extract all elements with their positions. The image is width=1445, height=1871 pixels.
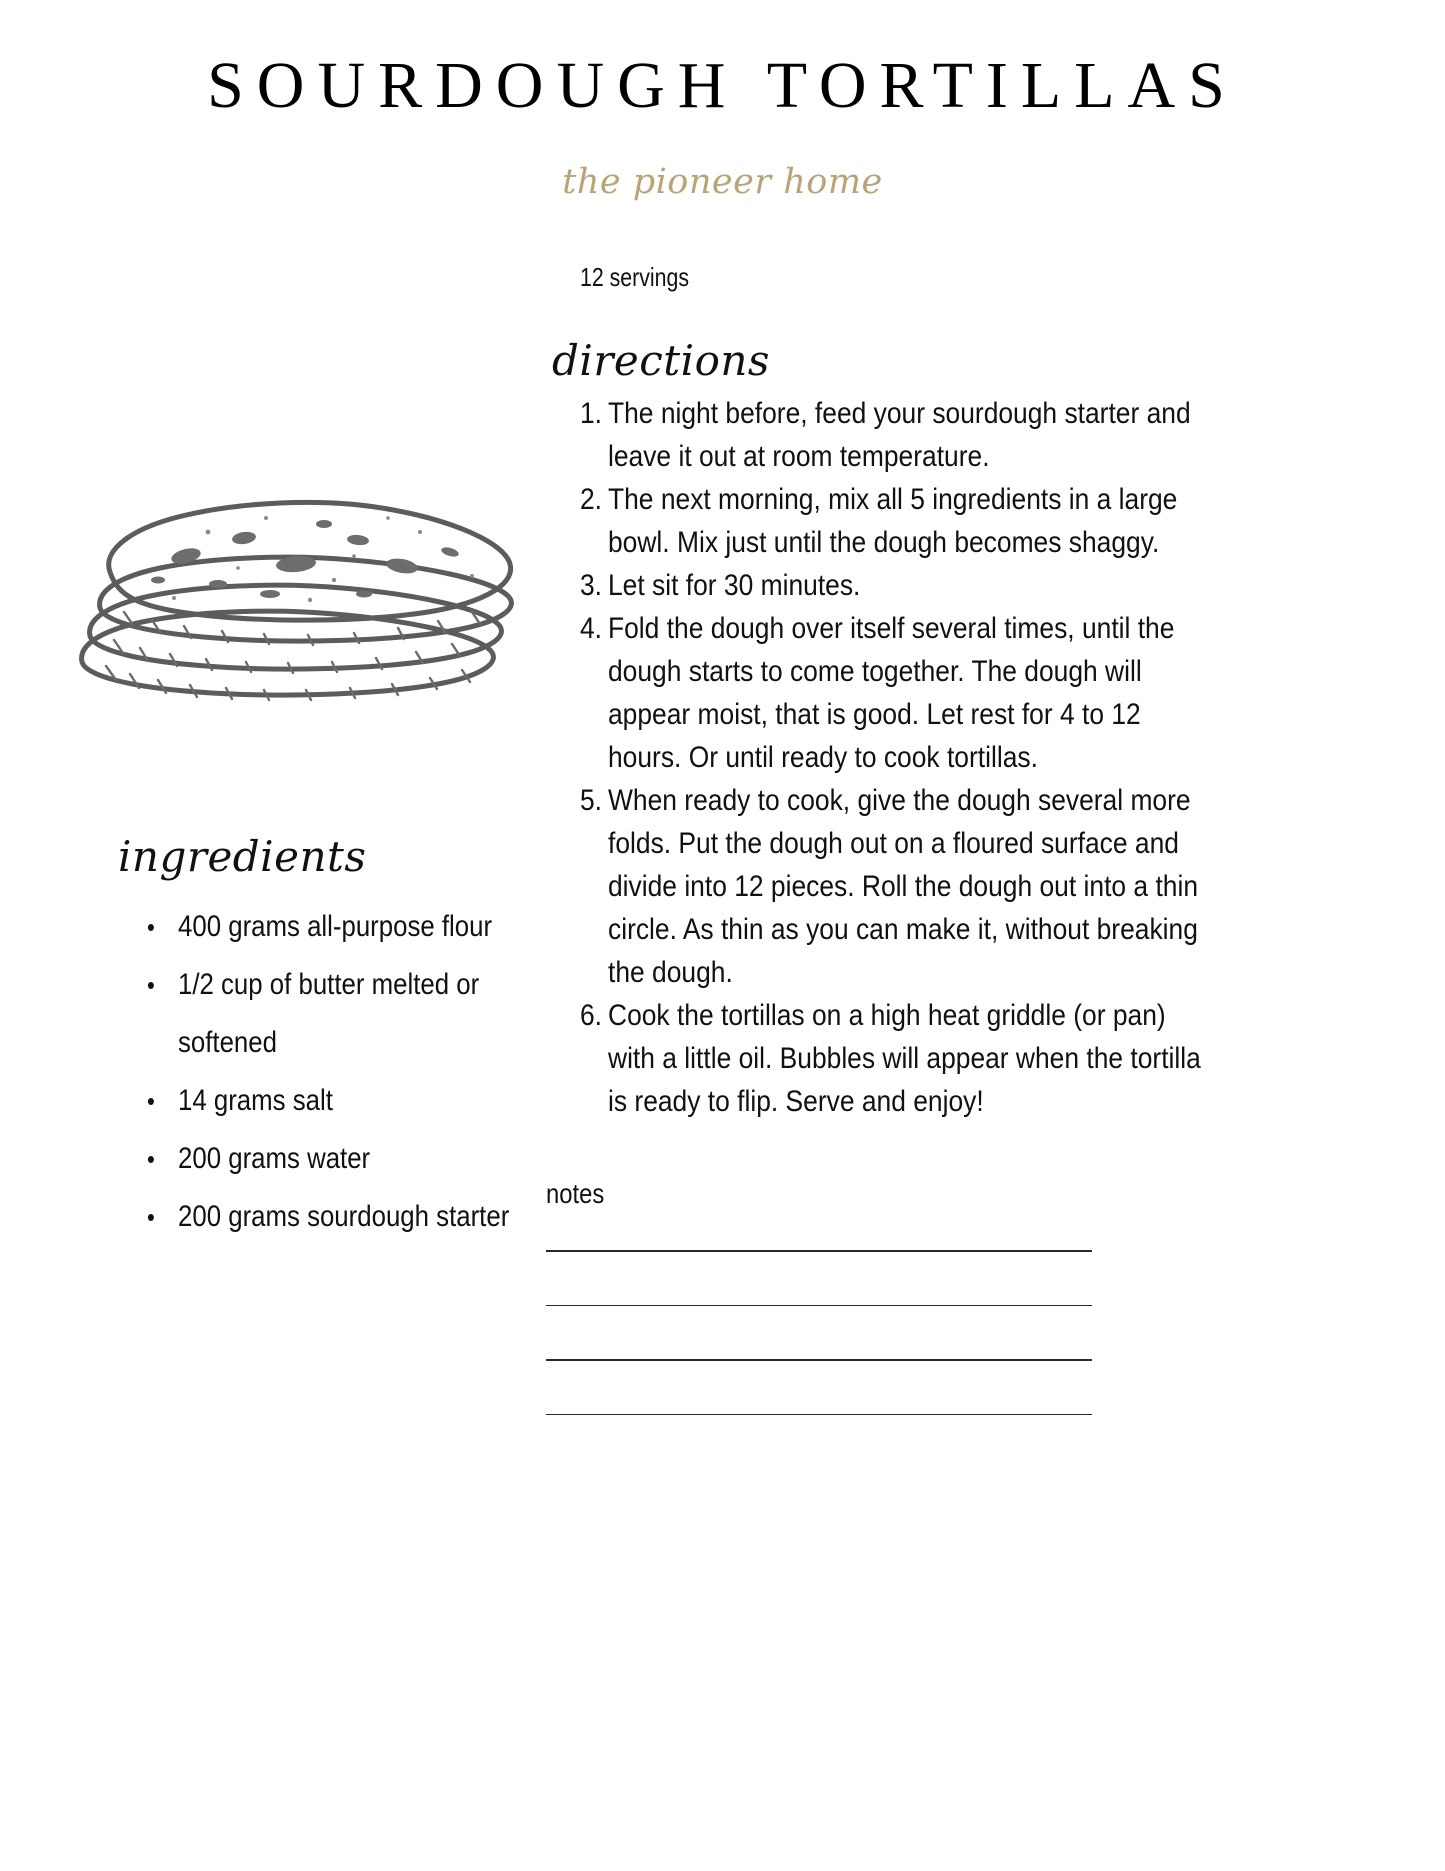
- direction-step-text: When ready to cook, give the dough several more folds. Put the dough out on a floured surface and divide into 12 pieces. Roll the dough out into a thin circle. As thin as you can make it, without breaking the dough.: [608, 784, 1199, 989]
- list-item: [178, 1072, 548, 1130]
- direction-step-text: Cook the tortillas on a high heat griddle (or pan) with a little oil. Bubbles will appear when the tortilla is ready to flip. Serve and enjoy!: [608, 999, 1201, 1118]
- notes-ruled-line: [546, 1250, 1092, 1252]
- servings-label: 12 servings: [580, 262, 690, 292]
- ingredient-text: 200 grams water: [178, 1142, 371, 1175]
- direction-step-text: Fold the dough over itself several times, until the dough starts to come together. The dough will appear moist, that is good. Let rest for 4 to 12 hours. Or until ready to cook tortillas.: [608, 612, 1175, 774]
- list-item: [178, 956, 548, 1072]
- direction-step-text: Let sit for 30 minutes.: [608, 569, 861, 602]
- list-item: [570, 607, 1210, 779]
- notes-ruled-line: [546, 1305, 1092, 1307]
- notes-ruled-line: [546, 1414, 1092, 1416]
- ingredients-list: [128, 898, 608, 1246]
- list-item: [570, 564, 1210, 607]
- list-item: [570, 392, 1210, 478]
- list-item: [570, 994, 1210, 1123]
- directions-list: [570, 392, 1210, 1123]
- ingredients-heading: ingredients: [118, 832, 367, 881]
- notes-write-area[interactable]: [546, 1250, 1092, 1468]
- direction-step-text: The next morning, mix all 5 ingredients in a large bowl. Mix just until the dough becomes shaggy.: [608, 483, 1178, 559]
- directions-heading: directions: [552, 336, 770, 385]
- ingredient-text: 400 grams all-purpose flour: [178, 910, 493, 943]
- notes-label: notes: [546, 1178, 605, 1209]
- direction-step-text: The night before, feed your sourdough starter and leave it out at room temperature.: [608, 397, 1191, 473]
- list-item: [178, 1130, 548, 1188]
- stack-of-tortillas-illustration: [58, 448, 528, 718]
- list-item: [570, 779, 1210, 994]
- ingredient-text: 200 grams sourdough starter: [178, 1200, 510, 1233]
- ingredient-text: 14 grams salt: [178, 1084, 333, 1117]
- page-title: SOURDOUGH TORTILLAS: [207, 49, 1238, 122]
- list-item: [178, 1188, 548, 1246]
- brand-subtitle: the pioneer home: [562, 162, 883, 202]
- list-item: [178, 898, 548, 956]
- ingredient-text: 1/2 cup of butter melted or softened: [178, 968, 480, 1059]
- list-item: [570, 478, 1210, 564]
- notes-ruled-line: [546, 1359, 1092, 1361]
